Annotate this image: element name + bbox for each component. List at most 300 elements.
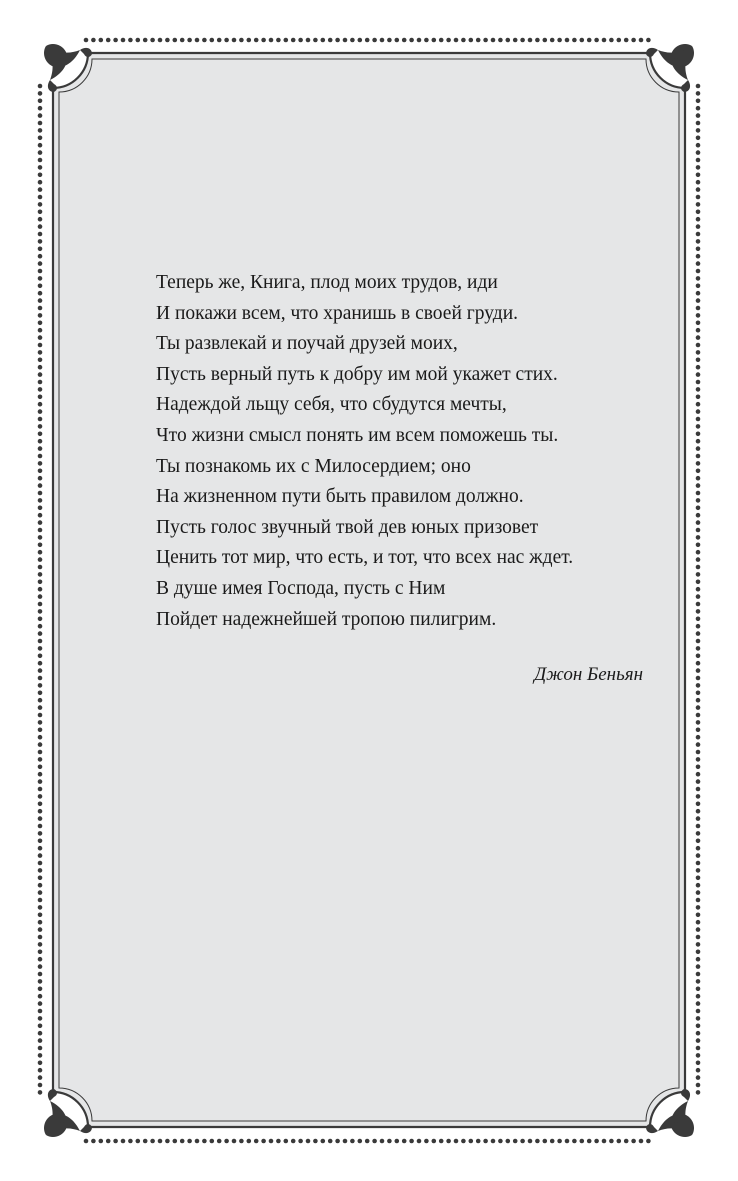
border-dot [313, 38, 318, 43]
border-dot [38, 639, 43, 644]
border-dot [38, 232, 43, 237]
border-dot [269, 38, 274, 43]
border-dot [696, 343, 701, 348]
border-dot [38, 794, 43, 799]
border-dot [38, 802, 43, 807]
border-dot [38, 461, 43, 466]
border-dot [38, 846, 43, 851]
border-dot [91, 38, 96, 43]
border-dot [587, 1139, 592, 1144]
border-dot [602, 38, 607, 43]
border-dot [696, 987, 701, 992]
border-dot [38, 654, 43, 659]
border-dot [469, 38, 474, 43]
border-dot [646, 1139, 651, 1144]
border-dot [696, 210, 701, 215]
border-dot [38, 1090, 43, 1095]
border-dot [696, 868, 701, 873]
border-dot [38, 439, 43, 444]
border-dot [121, 38, 126, 43]
poem-line: Ценить тот мир, что есть, и тот, что всех нас ждет. [156, 547, 574, 569]
border-dot [239, 38, 244, 43]
border-dot [38, 358, 43, 363]
border-dot [498, 1139, 503, 1144]
border-dot [128, 1139, 133, 1144]
border-dot [38, 380, 43, 385]
border-dot [417, 1139, 422, 1144]
border-dot [224, 1139, 229, 1144]
border-dot [696, 787, 701, 792]
border-dot [38, 913, 43, 918]
border-dot [639, 1139, 644, 1144]
border-dot [520, 38, 525, 43]
border-dot [696, 195, 701, 200]
border-dot [38, 964, 43, 969]
poem-line: Теперь же, Книга, плод моих трудов, иди [156, 272, 498, 293]
border-dot [696, 1053, 701, 1058]
border-dot [365, 38, 370, 43]
border-dot [91, 1139, 96, 1144]
border-dot [187, 38, 192, 43]
border-dot [696, 409, 701, 414]
border-dot [38, 691, 43, 696]
border-dot [38, 994, 43, 999]
border-dot [639, 38, 644, 43]
border-dot [38, 335, 43, 340]
border-dot [696, 469, 701, 474]
border-dot [696, 1024, 701, 1029]
border-dot [38, 136, 43, 141]
border-dot [38, 187, 43, 192]
border-dot [358, 38, 363, 43]
border-dot [328, 38, 333, 43]
border-dot [528, 1139, 533, 1144]
border-dot [247, 1139, 252, 1144]
border-dot [217, 38, 222, 43]
border-dot [696, 99, 701, 104]
border-dot [38, 121, 43, 126]
border-dot [696, 254, 701, 259]
border-dot [696, 180, 701, 185]
border-dot [38, 779, 43, 784]
border-dot [106, 1139, 111, 1144]
border-dot [696, 224, 701, 229]
border-dot [298, 38, 303, 43]
border-dot [224, 38, 229, 43]
border-dot [424, 38, 429, 43]
border-dot [232, 1139, 237, 1144]
border-dot [335, 1139, 340, 1144]
border-dot [38, 1061, 43, 1066]
border-dot [696, 654, 701, 659]
border-dot [696, 572, 701, 577]
border-dot [696, 646, 701, 651]
border-dot [291, 1139, 296, 1144]
border-dot [696, 565, 701, 570]
border-dot [696, 631, 701, 636]
border-dot [276, 1139, 281, 1144]
border-dot [306, 38, 311, 43]
border-dot [38, 491, 43, 496]
border-dot [631, 1139, 636, 1144]
border-dot [439, 38, 444, 43]
border-dot [150, 1139, 155, 1144]
border-dot [696, 113, 701, 118]
border-dot [572, 1139, 577, 1144]
border-dot [165, 38, 170, 43]
border-dot [696, 358, 701, 363]
border-dot [476, 1139, 481, 1144]
border-dot [239, 1139, 244, 1144]
border-dot [696, 676, 701, 681]
border-dot [38, 927, 43, 932]
border-dot [38, 661, 43, 666]
border-dot [38, 210, 43, 215]
border-dot [491, 38, 496, 43]
border-dot [195, 1139, 200, 1144]
border-dot [491, 1139, 496, 1144]
border-dot [696, 609, 701, 614]
border-dot [557, 1139, 562, 1144]
border-dot [38, 1016, 43, 1021]
border-dot [696, 639, 701, 644]
border-dot [696, 779, 701, 784]
border-dot [446, 38, 451, 43]
border-dot [298, 1139, 303, 1144]
border-dot [696, 247, 701, 252]
border-dot [387, 38, 392, 43]
border-dot [696, 809, 701, 814]
border-dot [38, 276, 43, 281]
border-dot [84, 38, 89, 43]
border-dot [210, 1139, 215, 1144]
border-dot [365, 1139, 370, 1144]
border-dot [696, 513, 701, 518]
border-dot [38, 580, 43, 585]
border-dot [261, 1139, 266, 1144]
border-dot [631, 38, 636, 43]
border-dot [202, 38, 207, 43]
border-dot [550, 1139, 555, 1144]
border-dot [565, 1139, 570, 1144]
border-dot [696, 520, 701, 525]
border-dot [38, 158, 43, 163]
border-dot [535, 1139, 540, 1144]
border-dot [580, 38, 585, 43]
border-dot [424, 1139, 429, 1144]
border-dot [696, 150, 701, 155]
border-dot [696, 491, 701, 496]
border-dot [38, 572, 43, 577]
border-dot [696, 187, 701, 192]
border-dot [38, 432, 43, 437]
border-dot [696, 602, 701, 607]
border-dot [38, 720, 43, 725]
border-dot [696, 276, 701, 281]
border-dot [38, 868, 43, 873]
border-dot [38, 543, 43, 548]
border-dot [696, 668, 701, 673]
border-dot [284, 1139, 289, 1144]
border-dot [38, 750, 43, 755]
border-dot [38, 269, 43, 274]
border-dot [38, 1068, 43, 1073]
border-dot [696, 306, 701, 311]
border-dot [232, 38, 237, 43]
border-dot [696, 402, 701, 407]
border-dot [387, 1139, 392, 1144]
border-dot [38, 417, 43, 422]
border-dot [696, 543, 701, 548]
border-dot [38, 876, 43, 881]
border-dot [446, 1139, 451, 1144]
border-dot [343, 38, 348, 43]
border-dot [432, 1139, 437, 1144]
border-dot [696, 387, 701, 392]
border-dot [38, 84, 43, 89]
border-dot [528, 38, 533, 43]
border-dot [696, 846, 701, 851]
border-dot [38, 890, 43, 895]
border-dot [432, 38, 437, 43]
border-dot [261, 38, 266, 43]
border-dot [38, 898, 43, 903]
border-dot [696, 284, 701, 289]
border-dot [696, 705, 701, 710]
border-dot [38, 705, 43, 710]
border-dot [696, 890, 701, 895]
border-dot [150, 38, 155, 43]
border-dot [696, 1075, 701, 1080]
border-dot [696, 861, 701, 866]
border-dot [38, 565, 43, 570]
border-dot [550, 38, 555, 43]
border-dot [38, 972, 43, 977]
border-dot [38, 469, 43, 474]
border-dot [38, 683, 43, 688]
border-dot [321, 1139, 326, 1144]
border-dot [609, 1139, 614, 1144]
border-dot [350, 1139, 355, 1144]
border-dot [696, 557, 701, 562]
border-dot [254, 38, 259, 43]
border-dot [99, 38, 104, 43]
border-dot [321, 38, 326, 43]
border-dot [38, 247, 43, 252]
border-dot [121, 1139, 126, 1144]
border-dot [38, 239, 43, 244]
border-dot [696, 1090, 701, 1095]
border-dot [461, 1139, 466, 1144]
border-dot [38, 920, 43, 925]
border-dot [38, 668, 43, 673]
border-dot [696, 372, 701, 377]
border-dot [395, 1139, 400, 1144]
border-dot [696, 506, 701, 511]
border-dot [38, 402, 43, 407]
border-dot [136, 38, 141, 43]
border-dot [617, 1139, 622, 1144]
border-dot [180, 1139, 185, 1144]
border-dot [696, 816, 701, 821]
border-dot [696, 898, 701, 903]
border-dot [696, 824, 701, 829]
border-dot [38, 1001, 43, 1006]
border-dot [372, 1139, 377, 1144]
border-dot [38, 1038, 43, 1043]
border-dot [696, 964, 701, 969]
border-dot [513, 38, 518, 43]
border-dot [696, 261, 701, 266]
border-dot [696, 713, 701, 718]
border-dot [38, 313, 43, 318]
border-dot [343, 1139, 348, 1144]
border-dot [696, 528, 701, 533]
poem-line: В душе имея Господа, пусть с Ним [156, 577, 446, 599]
border-dot [696, 136, 701, 141]
border-dot [506, 38, 511, 43]
border-dot [696, 350, 701, 355]
border-dot [202, 1139, 207, 1144]
border-dot [696, 994, 701, 999]
border-dot [696, 365, 701, 370]
border-dot [38, 1024, 43, 1029]
poem-line: Надеждой льщу себя, что сбудутся мечты, [156, 394, 507, 416]
border-dot [696, 239, 701, 244]
border-dot [572, 38, 577, 43]
border-dot [696, 121, 701, 126]
border-dot [38, 180, 43, 185]
border-dot [38, 409, 43, 414]
border-dot [696, 1031, 701, 1036]
border-dot [696, 483, 701, 488]
border-dot [696, 957, 701, 962]
border-dot [38, 935, 43, 940]
border-dot [38, 787, 43, 792]
border-dot [38, 343, 43, 348]
border-dot [696, 587, 701, 592]
border-dot [696, 313, 701, 318]
border-dot [158, 1139, 163, 1144]
border-dot [476, 38, 481, 43]
border-dot [696, 802, 701, 807]
border-dot [38, 1031, 43, 1036]
border-dot [696, 972, 701, 977]
border-dot [557, 38, 562, 43]
border-dot [513, 1139, 518, 1144]
border-dot [269, 1139, 274, 1144]
border-dot [99, 1139, 104, 1144]
border-dot [696, 454, 701, 459]
border-dot [38, 809, 43, 814]
border-dot [520, 1139, 525, 1144]
border-dot [696, 417, 701, 422]
poem-line: Что жизни смысл понять им всем поможешь ты. [156, 424, 559, 446]
border-dot [350, 38, 355, 43]
border-dot [38, 387, 43, 392]
border-dot [38, 587, 43, 592]
border-dot [696, 1038, 701, 1043]
poem-line: Ты познакомь их с Милосердием; оно [156, 455, 471, 477]
border-dot [38, 609, 43, 614]
border-dot [543, 1139, 548, 1144]
border-dot [38, 853, 43, 858]
border-dot [696, 1001, 701, 1006]
border-dot [173, 1139, 178, 1144]
border-dot [696, 950, 701, 955]
border-dot [38, 624, 43, 629]
border-dot [696, 217, 701, 222]
border-dot [696, 91, 701, 96]
border-dot [696, 580, 701, 585]
border-dot [38, 646, 43, 651]
border-dot [454, 1139, 459, 1144]
border-dot [696, 750, 701, 755]
border-dot [38, 498, 43, 503]
border-dot [38, 446, 43, 451]
border-dot [38, 816, 43, 821]
border-dot [38, 99, 43, 104]
poem-line: Пусть голос звучный твой дев юных призовет [156, 516, 539, 538]
border-dot [38, 483, 43, 488]
border-dot [38, 395, 43, 400]
poem-line: Пойдет надежнейшей тропою пилигрим. [156, 608, 497, 630]
border-dot [594, 38, 599, 43]
border-dot [696, 1016, 701, 1021]
border-dot [696, 979, 701, 984]
border-dot [38, 987, 43, 992]
border-dot [38, 254, 43, 259]
border-dot [247, 38, 252, 43]
border-dot [38, 513, 43, 518]
border-dot [113, 38, 118, 43]
border-dot [696, 927, 701, 932]
border-dot [38, 698, 43, 703]
border-dot [696, 202, 701, 207]
border-dot [84, 1139, 89, 1144]
border-dot [158, 38, 163, 43]
border-dot [38, 143, 43, 148]
border-dot [594, 1139, 599, 1144]
border-dot [38, 765, 43, 770]
border-dot [696, 691, 701, 696]
border-dot [217, 1139, 222, 1144]
border-dot [38, 957, 43, 962]
border-dot [696, 498, 701, 503]
border-dot [696, 935, 701, 940]
border-dot [38, 757, 43, 762]
border-dot [328, 1139, 333, 1144]
border-dot [38, 113, 43, 118]
border-dot [587, 38, 592, 43]
border-dot [38, 372, 43, 377]
border-dot [696, 683, 701, 688]
border-dot [38, 631, 43, 636]
border-dot [696, 173, 701, 178]
border-dot [696, 128, 701, 133]
border-dot [38, 476, 43, 481]
border-dot [38, 261, 43, 266]
border-dot [173, 38, 178, 43]
border-dot [696, 143, 701, 148]
border-dot [402, 38, 407, 43]
border-dot [306, 1139, 311, 1144]
border-dot [38, 905, 43, 910]
border-dot [696, 1061, 701, 1066]
border-dot [696, 720, 701, 725]
border-dot [210, 38, 215, 43]
border-dot [38, 173, 43, 178]
